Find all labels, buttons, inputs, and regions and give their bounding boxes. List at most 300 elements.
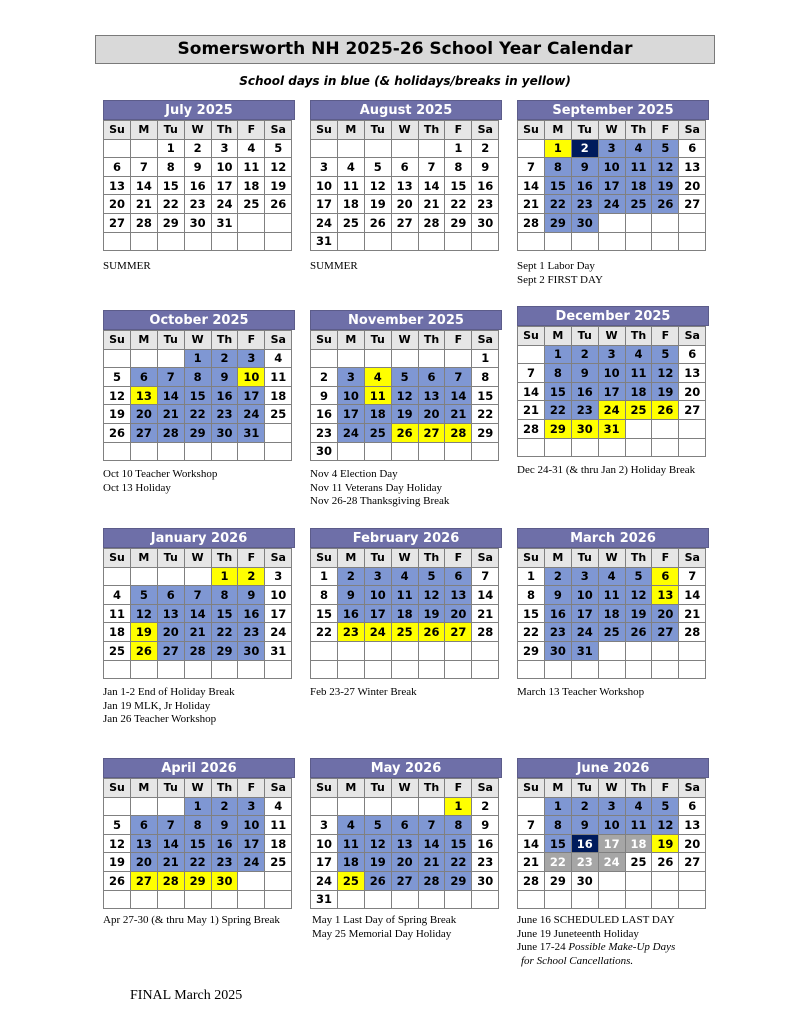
empty-cell [184,567,211,586]
empty-cell [130,442,157,461]
note-line [517,274,603,288]
empty-cell [391,349,418,368]
month-table [103,548,292,679]
empty-cell [679,438,706,457]
day-cell: 25 [104,641,131,660]
day-cell: 14 [472,586,499,605]
month-table [517,548,706,679]
day-cell: 2 [311,368,338,387]
day-cell: 7 [472,567,499,586]
empty-cell [418,349,445,368]
day-cell: 18 [238,176,265,195]
day-cell: 15 [544,382,571,401]
day-cell: 6 [418,368,445,387]
day-cell: 29 [518,641,545,660]
empty-cell [418,797,445,816]
note-text: Jan 26 Teacher Workshop [103,713,217,725]
empty-cell [265,660,292,679]
day-cell: 27 [652,623,679,642]
day-cell: 22 [544,195,571,214]
day-cell: 20 [157,623,184,642]
empty-cell [679,871,706,890]
note-text: Oct 13 Holiday [103,481,171,494]
day-cell: 10 [571,586,598,605]
empty-cell [391,442,418,461]
day-cell: 21 [518,195,545,214]
day-cell: 11 [391,586,418,605]
day-cell: 6 [104,158,131,177]
day-cell: 2 [571,139,598,158]
weekday-header: Tu [364,121,391,140]
weekday-header: Tu [364,331,391,350]
day-cell: 28 [518,213,545,232]
day-cell: 3 [311,816,338,835]
weekday-header: M [337,549,364,568]
empty-cell [518,232,545,251]
day-cell: 18 [265,834,292,853]
weekday-header: Th [625,779,652,798]
day-cell: 14 [157,834,184,853]
day-cell: 20 [130,853,157,872]
day-cell: 18 [337,853,364,872]
empty-cell [130,349,157,368]
day-cell: 13 [391,834,418,853]
day-cell: 28 [157,423,184,442]
month-header: September 2025 [517,100,709,120]
weekday-header: Su [311,549,338,568]
day-cell: 28 [184,641,211,660]
day-cell: 9 [544,586,571,605]
day-cell: 11 [337,176,364,195]
note-line [517,955,675,969]
day-cell: 18 [625,382,652,401]
day-cell: 29 [184,871,211,890]
day-cell: 23 [211,405,238,424]
day-cell: 26 [265,195,292,214]
empty-cell [238,232,265,251]
day-cell: 30 [211,423,238,442]
day-cell: 27 [418,423,445,442]
note-text: May 25 Memorial Day Holiday [312,927,452,940]
weekday-header: Th [418,121,445,140]
empty-cell [518,345,545,364]
day-cell: 27 [130,423,157,442]
empty-cell [652,213,679,232]
day-cell: 13 [679,816,706,835]
day-cell: 9 [211,368,238,387]
weekday-header: Su [518,549,545,568]
empty-cell [184,660,211,679]
day-cell: 21 [418,195,445,214]
month-september-2025 [517,100,709,251]
empty-cell [652,641,679,660]
day-cell: 22 [544,853,571,872]
weekday-header: W [598,779,625,798]
day-cell: 7 [418,816,445,835]
day-cell: 3 [311,158,338,177]
day-cell: 21 [130,195,157,214]
day-cell: 17 [265,604,292,623]
day-cell: 11 [104,604,131,623]
day-cell: 10 [337,386,364,405]
note-line [517,464,695,478]
day-cell: 19 [625,604,652,623]
note-text: Apr 27-30 (& thru May 1) Spring Break [103,914,280,926]
day-cell: 23 [571,401,598,420]
weekday-header: W [391,121,418,140]
weekday-header: F [652,779,679,798]
day-cell: 27 [679,401,706,420]
day-cell: 2 [337,567,364,586]
day-cell: 5 [130,586,157,605]
weekday-header: W [598,327,625,346]
day-cell: 9 [472,816,499,835]
empty-cell [157,660,184,679]
weekday-header: Su [104,121,131,140]
empty-cell [598,871,625,890]
weekday-header: Th [211,331,238,350]
day-cell: 5 [104,816,131,835]
month-header: June 2026 [517,758,709,778]
note-line [517,941,675,955]
day-cell: 31 [598,419,625,438]
weekday-header: Su [518,327,545,346]
empty-cell [104,349,131,368]
day-cell: 1 [184,797,211,816]
empty-cell [625,890,652,909]
note-text: June 17-24 [517,941,569,953]
day-cell: 8 [184,816,211,835]
day-cell: 11 [265,816,292,835]
day-cell: 11 [238,158,265,177]
empty-cell [598,438,625,457]
month-table [310,330,499,461]
day-cell: 23 [571,195,598,214]
weekday-header: M [130,779,157,798]
weekday-header: Tu [571,327,598,346]
month-table [310,778,499,909]
day-cell: 26 [625,623,652,642]
day-cell: 24 [311,871,338,890]
day-cell: 1 [472,349,499,368]
day-cell: 17 [311,195,338,214]
month-october-2025 [103,310,295,461]
day-cell: 21 [472,604,499,623]
day-cell: 28 [418,871,445,890]
empty-cell [184,442,211,461]
day-cell: 23 [311,423,338,442]
day-cell: 8 [211,586,238,605]
day-cell: 28 [130,213,157,232]
day-cell: 30 [184,213,211,232]
day-cell: 5 [391,368,418,387]
day-cell: 23 [544,623,571,642]
day-cell: 31 [238,423,265,442]
empty-cell [130,890,157,909]
day-cell: 14 [418,176,445,195]
empty-cell [571,660,598,679]
day-cell: 4 [391,567,418,586]
day-cell: 25 [238,195,265,214]
month-table [103,330,292,461]
day-cell: 31 [311,232,338,251]
day-cell: 9 [311,386,338,405]
month-notes [103,914,280,928]
day-cell: 7 [157,816,184,835]
day-cell: 19 [652,176,679,195]
empty-cell [104,660,131,679]
weekday-header: M [337,331,364,350]
day-cell: 22 [184,405,211,424]
weekday-header: W [391,331,418,350]
empty-cell [364,660,391,679]
weekday-header: Sa [265,331,292,350]
empty-cell [652,438,679,457]
note-text: June 19 Juneteenth Holiday [517,927,639,940]
empty-cell [211,442,238,461]
day-cell: 30 [544,641,571,660]
empty-cell [418,442,445,461]
empty-cell [364,139,391,158]
empty-cell [652,890,679,909]
empty-cell [679,641,706,660]
day-cell: 7 [518,816,545,835]
empty-cell [518,139,545,158]
day-cell: 8 [445,158,472,177]
empty-cell [104,797,131,816]
empty-cell [625,641,652,660]
day-cell: 16 [472,176,499,195]
day-cell: 22 [544,401,571,420]
month-notes [517,260,603,287]
empty-cell [391,139,418,158]
day-cell: 10 [238,368,265,387]
page-title: Somersworth NH 2025-26 School Year Calendar [95,35,715,64]
empty-cell [364,442,391,461]
month-header: January 2026 [103,528,295,548]
note-line [310,482,449,496]
day-cell: 29 [544,213,571,232]
empty-cell [571,890,598,909]
legend-subtitle: School days in blue (& holidays/breaks in yellow) [239,74,571,88]
day-cell: 24 [211,195,238,214]
day-cell: 31 [211,213,238,232]
weekday-header: Th [625,549,652,568]
month-header: November 2025 [310,310,502,330]
day-cell: 27 [157,641,184,660]
day-cell: 17 [311,853,338,872]
weekday-header: Su [518,779,545,798]
day-cell: 10 [364,586,391,605]
month-notes [103,686,235,727]
day-cell: 21 [157,853,184,872]
day-cell: 26 [391,423,418,442]
day-cell: 4 [265,349,292,368]
month-table [517,326,706,457]
weekday-header: Th [625,121,652,140]
day-cell: 6 [157,586,184,605]
month-august-2025 [310,100,502,251]
day-cell: 15 [445,176,472,195]
day-cell: 18 [265,386,292,405]
empty-cell [445,660,472,679]
weekday-header: Sa [472,779,499,798]
day-cell: 1 [445,797,472,816]
day-cell: 17 [598,382,625,401]
empty-cell [265,423,292,442]
empty-cell [625,871,652,890]
empty-cell [445,442,472,461]
day-cell: 7 [157,368,184,387]
day-cell: 2 [211,797,238,816]
day-cell: 26 [104,871,131,890]
empty-cell [265,890,292,909]
day-cell: 14 [679,586,706,605]
empty-cell [391,232,418,251]
empty-cell [598,232,625,251]
day-cell: 13 [679,364,706,383]
empty-cell [337,641,364,660]
day-cell: 3 [238,797,265,816]
day-cell: 9 [337,586,364,605]
weekday-header: Sa [265,121,292,140]
day-cell: 13 [130,834,157,853]
empty-cell [211,660,238,679]
day-cell: 2 [211,349,238,368]
empty-cell [472,660,499,679]
weekday-header: W [184,549,211,568]
weekday-header: Tu [157,549,184,568]
day-cell: 5 [265,139,292,158]
day-cell: 15 [472,386,499,405]
day-cell: 9 [571,158,598,177]
empty-cell [544,890,571,909]
day-cell: 25 [391,623,418,642]
weekday-header: Sa [472,549,499,568]
empty-cell [472,442,499,461]
day-cell: 12 [391,386,418,405]
empty-cell [544,660,571,679]
month-june-2026 [517,758,709,909]
empty-cell [391,660,418,679]
empty-cell [391,641,418,660]
day-cell: 5 [418,567,445,586]
empty-cell [364,890,391,909]
day-cell: 28 [518,419,545,438]
empty-cell [337,660,364,679]
day-cell: 25 [598,623,625,642]
month-table [517,778,706,909]
month-april-2026 [103,758,295,909]
day-cell: 6 [130,368,157,387]
day-cell: 31 [265,641,292,660]
empty-cell [364,349,391,368]
day-cell: 22 [518,623,545,642]
day-cell: 8 [544,364,571,383]
day-cell: 20 [391,853,418,872]
day-cell: 31 [311,890,338,909]
weekday-header: M [544,549,571,568]
day-cell: 14 [518,382,545,401]
day-cell: 3 [265,567,292,586]
day-cell: 13 [679,158,706,177]
day-cell: 29 [445,213,472,232]
day-cell: 8 [157,158,184,177]
day-cell: 5 [652,345,679,364]
day-cell: 5 [652,797,679,816]
day-cell: 24 [238,405,265,424]
day-cell: 23 [571,853,598,872]
weekday-header: Su [104,779,131,798]
empty-cell [652,419,679,438]
weekday-header: Su [311,779,338,798]
day-cell: 27 [679,195,706,214]
day-cell: 8 [311,586,338,605]
note-italic-text: for School Cancellations. [521,954,634,967]
day-cell: 21 [418,853,445,872]
day-cell: 30 [311,442,338,461]
empty-cell [445,349,472,368]
day-cell: 31 [571,641,598,660]
empty-cell [157,567,184,586]
month-notes [312,914,456,941]
day-cell: 17 [238,386,265,405]
day-cell: 12 [104,386,131,405]
note-line [103,468,217,482]
day-cell: 25 [265,853,292,872]
empty-cell [625,660,652,679]
day-cell: 24 [238,853,265,872]
note-line [310,468,449,482]
month-header: March 2026 [517,528,709,548]
month-table [310,548,499,679]
day-cell: 19 [364,195,391,214]
day-cell: 12 [364,834,391,853]
weekday-header: F [238,121,265,140]
day-cell: 26 [652,853,679,872]
day-cell: 6 [679,139,706,158]
weekday-header: Tu [571,549,598,568]
month-december-2025 [517,306,709,457]
weekday-header: W [391,549,418,568]
day-cell: 23 [238,623,265,642]
day-cell: 26 [130,641,157,660]
empty-cell [652,232,679,251]
empty-cell [679,232,706,251]
day-cell: 27 [391,213,418,232]
day-cell: 25 [364,423,391,442]
empty-cell [337,890,364,909]
day-cell: 7 [518,364,545,383]
day-cell: 22 [157,195,184,214]
day-cell: 26 [652,195,679,214]
empty-cell [104,442,131,461]
day-cell: 25 [625,401,652,420]
day-cell: 21 [157,405,184,424]
empty-cell [311,660,338,679]
weekday-header: F [238,331,265,350]
day-cell: 14 [518,834,545,853]
day-cell: 20 [679,176,706,195]
day-cell: 29 [184,423,211,442]
day-cell: 1 [311,567,338,586]
empty-cell [364,641,391,660]
day-cell: 23 [184,195,211,214]
weekday-header: Su [311,121,338,140]
empty-cell [679,890,706,909]
day-cell: 30 [571,419,598,438]
day-cell: 28 [157,871,184,890]
